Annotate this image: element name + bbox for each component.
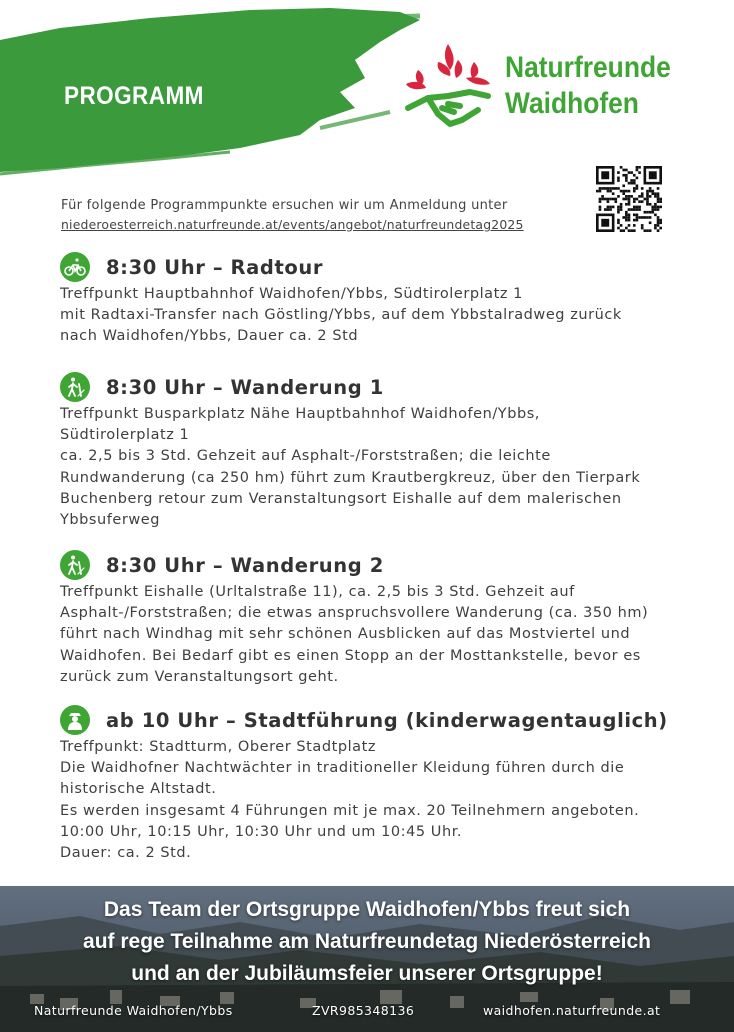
program-item-title: ab 10 Uhr – Stadtführung (kinderwagentauglich) [106,708,668,732]
program-item-title: 8:30 Uhr – Wanderung 2 [106,553,384,577]
registration-link[interactable]: niederoesterreich.naturfreunde.at/events/angebot/naturfreundetag2025 [61,217,524,232]
footer-message [0,894,734,990]
description-line: Treffpunkt Hauptbahnhof Waidhofen/Ybbs, Südtirolerplatz 1 [60,286,523,302]
program-item-description [60,737,668,864]
registration-intro [61,196,524,234]
description-line: Treffpunkt: Stadtturm, Oberer Stadtplatz [60,739,376,755]
program-item-title: 8:30 Uhr – Radtour [106,255,324,279]
program-item-stadtfuehrung [60,705,668,864]
qr-code-icon[interactable] [596,166,662,232]
description-line: Waidhofen. Bei Bedarf gibt es einen Stopp an der Mosttankstelle, bevor es [60,647,641,664]
program-heading: PROGRAMM [64,82,204,110]
description-line: Buchenberg retour zum Veranstaltungsort Eishalle auf dem malerischen [60,490,622,507]
description-line: 10:00 Uhr, 10:15 Uhr, 10:30 Uhr und um 10:45 Uhr. [60,823,463,840]
description-line: ca. 2,5 bis 3 Std. Gehzeit auf Asphalt-/Forststraßen; die leichte [60,448,551,465]
registration-text: Für folgende Programmpunkte ersuchen wir um Anmeldung unter [61,198,508,213]
bicycle-icon [60,252,90,282]
description-line: nach Waidhofen/Ybbs, Dauer ca. 2 Std [60,328,359,345]
footer-organization: Naturfreunde Waidhofen/Ybbs [34,1003,233,1018]
description-line: Es werden insgesamt 4 Führungen mit je max. 20 Teilnehmern angeboten. [60,802,640,819]
description-line: Treffpunkt Eishalle (Urltalstraße 11), ca. 2,5 bis 3 Std. Gehzeit auf [60,584,575,600]
hiker-icon [60,550,90,580]
program-item-description [60,284,622,348]
program-item-title: 8:30 Uhr – Wanderung 1 [106,375,384,399]
footer-message-line: auf rege Teilnahme am Naturfreundetag Niederösterreich [83,930,651,953]
footer-website-link[interactable]: waidhofen.naturfreunde.at [483,1003,661,1018]
program-item-wanderung-2 [60,550,648,688]
description-line: führt nach Windhag mit sehr schönen Ausblicken auf das Mostviertel und [60,626,631,643]
description-line: Ybbsuferweg [60,512,161,529]
program-item-description [60,404,640,531]
organization-name-line2: Waidhofen [505,87,639,120]
description-line: Die Waidhofner Nachtwächter in traditioneller Kleidung führen durch die [60,760,625,777]
footer-message-line: und an der Jubiläumsfeier unserer Ortsgruppe! [131,962,603,985]
description-line: zurück zum Veranstaltungsort geht. [60,668,339,685]
description-line: Treffpunkt Busparkplatz Nähe Hauptbahnhof Waidhofen/Ybbs, [60,406,540,422]
guide-icon [60,705,90,735]
description-line: mit Radtaxi-Transfer nach Göstling/Ybbs, auf dem Ybbstalradweg zurück [60,307,622,324]
naturfreunde-logo-icon [398,40,498,140]
description-line: historische Altstadt. [60,781,217,798]
description-line: Rundwanderung (ca 250 hm) führt zum Krautbergkreuz, über den Tierpark [60,469,641,486]
program-item-radtour [60,252,622,348]
description-line: Asphalt-/Forststraßen; die etwas anspruchsvollere Wanderung (ca. 350 hm) [60,605,649,622]
organization-name-line1: Naturfreunde [505,51,671,84]
footer-zvr: ZVR985348136 [312,1003,415,1018]
organization-name [505,50,671,122]
footer-message-line: Das Team der Ortsgruppe Waidhofen/Ybbs freut sich [103,898,631,921]
description-line: Südtirolerplatz 1 [60,427,190,444]
program-item-wanderung-1 [60,372,640,531]
program-item-description [60,582,648,688]
hiker-icon [60,372,90,402]
description-line: Dauer: ca. 2 Std. [60,845,192,862]
